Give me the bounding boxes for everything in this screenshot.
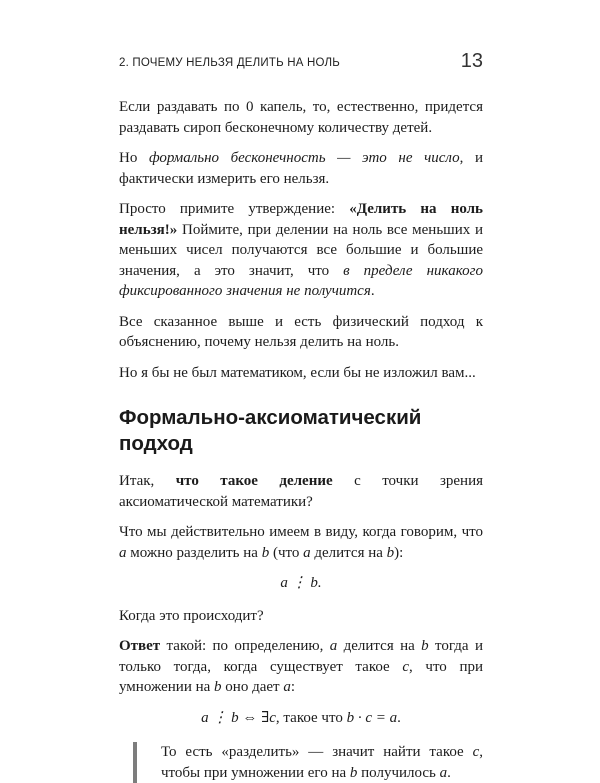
paragraph: Но я бы не был математиком, если бы не изложил вам... [119, 364, 476, 381]
paragraph: Когда это происходит? [119, 607, 264, 624]
paragraph: Итак, что такое деление с точки зрения аксиоматической математики? [119, 473, 483, 510]
page-content [119, 97, 483, 783]
paragraph: Просто примите утверждение: «Делить на ноль нельзя!» Поймите, при делении на ноль все меньших и меньших чисел получаются все большие и большие значения, а это значит, что в пределе никакого фиксированного значения не получится. [119, 201, 483, 299]
running-head: 2. ПОЧЕМУ НЕЛЬЗЯ ДЕЛИТЬ НА НОЛЬ [119, 57, 341, 69]
section-heading: Формально-аксиоматический подход [119, 406, 422, 455]
blockquote [133, 742, 483, 783]
page-number: 13 [460, 50, 483, 72]
paragraph: Если раздавать по 0 капель, то, естественно, придется раздавать сироп бесконечному количеству детей. [119, 99, 483, 136]
formula-divisibility: a ⋮ b. [280, 575, 322, 591]
paragraph: Но формально бесконечность — это не число, и фактически измерить его нельзя. [119, 150, 483, 187]
quote-text: То есть «разделить» — значит найти такое c, чтобы при умножении его на b получилось a. [161, 744, 483, 781]
paragraph: Что мы действительно имеем в виду, когда говорим, что a можно разделить на b (что a делится на b): [119, 524, 483, 561]
page-header [119, 52, 483, 74]
paragraph: Все сказанное выше и есть физический подход к объяснению, почему нельзя делить на ноль. [119, 313, 483, 350]
formula-definition: a ⋮ b ⇔ ∃c, такое что b · c = a. [201, 709, 401, 726]
paragraph: Ответ такой: по определению, a делится на b тогда и только тогда, когда существует такое c, что при умножении на b оно дает a: [119, 638, 483, 695]
